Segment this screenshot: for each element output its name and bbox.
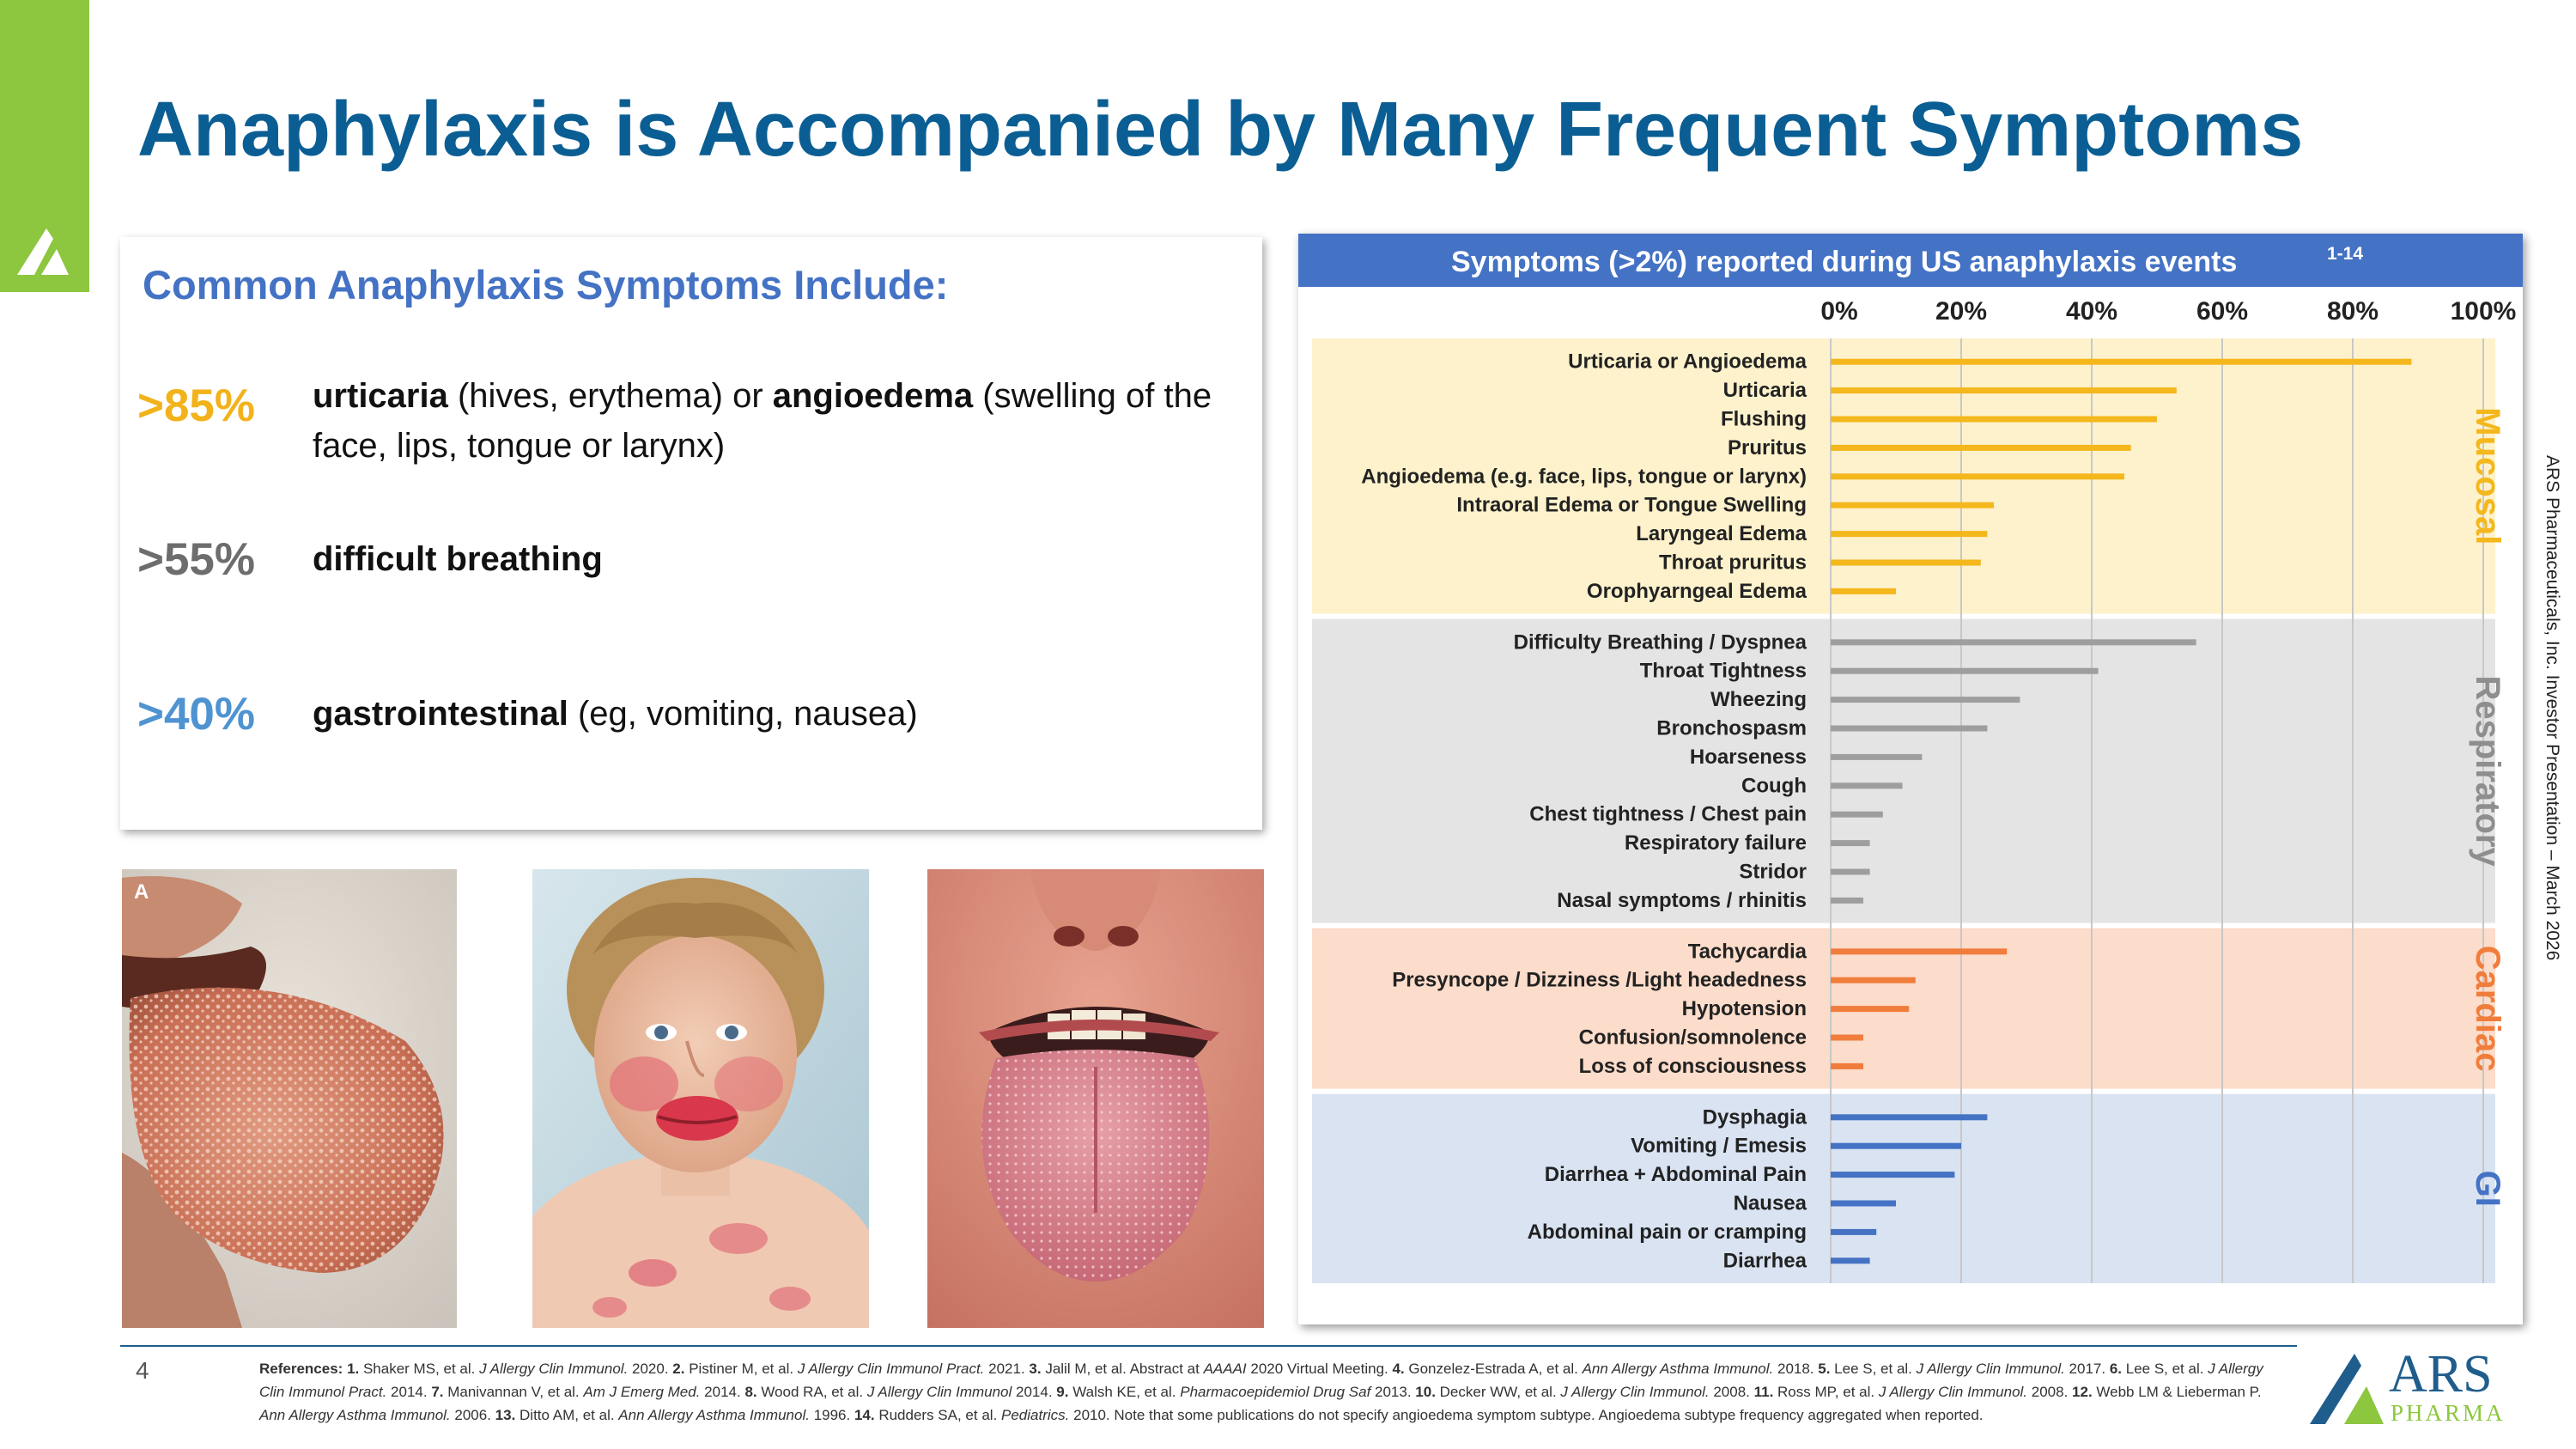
bar xyxy=(1831,1201,1896,1207)
photo-swollen-tongue xyxy=(927,869,1264,1328)
category-label: Stridor xyxy=(1739,860,1807,884)
category-label: Flushing xyxy=(1721,407,1807,431)
category-label: Respiratory failure xyxy=(1624,831,1807,855)
reference-item: 3. Jalil M, et al. Abstract at AAAAI 2020 Virtual Meeting. xyxy=(1029,1361,1393,1377)
category-label: Presyncope / Dizziness /Light headedness xyxy=(1392,968,1807,992)
photo-child-angioedema xyxy=(532,869,869,1328)
photo-label-a: A xyxy=(134,880,149,904)
bar xyxy=(1831,387,2177,393)
category-label: Diarrhea xyxy=(1722,1249,1807,1273)
brand-mark-icon xyxy=(15,225,76,278)
category-label: Throat Tightness xyxy=(1639,659,1807,683)
page-title: Anaphylaxis is Accompanied by Many Frequent Symptoms xyxy=(137,87,2304,173)
side-caption: ARS Pharmaceuticals, Inc. Investor Presentation – March 2026 xyxy=(2543,455,2562,961)
bar xyxy=(1831,502,1994,508)
ars-pharma-logo xyxy=(2310,1342,2516,1428)
group-band-gi xyxy=(1312,1094,2495,1283)
category-label: Urticaria xyxy=(1722,379,1807,403)
group-label-cardiac: Cardiac xyxy=(2469,945,2506,1072)
references-note: Note that some publications do not specify angioedema symptom subtype. Angioedema subtype frequency aggregated when reported. xyxy=(1114,1407,1984,1423)
bar xyxy=(1831,782,1903,788)
x-tick-label: 80% xyxy=(2326,297,2379,326)
reference-item: 1. Shaker MS, et al. J Allergy Clin Immunol. 2020. xyxy=(347,1361,673,1377)
bar xyxy=(1831,359,2411,365)
reference-item: 13. Ditto AM, et al. Ann Allergy Asthma Immunol. 1996. xyxy=(495,1407,854,1423)
bar xyxy=(1831,668,2099,674)
bar xyxy=(1831,417,2157,423)
group-label-respiratory: Respiratory xyxy=(2469,675,2506,867)
category-label: Cough xyxy=(1741,774,1807,798)
x-tick-label: 20% xyxy=(1935,297,1988,326)
reference-item: 7. Manivannan V, et al. Am J Emerg Med. 2014. xyxy=(431,1384,745,1400)
category-label: Dysphagia xyxy=(1702,1105,1807,1129)
chart-title-superscript: 1-14 xyxy=(2327,244,2364,264)
panel-heading: Common Anaphylaxis Symptoms Include: xyxy=(143,262,949,307)
symptom-text-urticaria: urticaria (hives, erythema) or angioedema (swelling of the face, lips, tongue or larynx) xyxy=(313,377,1212,465)
bar xyxy=(1831,1257,1870,1263)
group-band-respiratory xyxy=(1312,619,2495,923)
photo-tongue-closeup xyxy=(122,869,457,1328)
x-tick-label: 100% xyxy=(2450,297,2517,326)
reference-item: 8. Wood RA, et al. J Allergy Clin Immunol 2014. xyxy=(744,1384,1057,1400)
x-tick-label: 40% xyxy=(2065,297,2118,326)
bar xyxy=(1831,948,2007,954)
bar xyxy=(1831,812,1883,818)
symptoms-panel xyxy=(120,237,1262,830)
category-label: Urticaria or Angioedema xyxy=(1568,350,1807,374)
references-text xyxy=(259,1357,2286,1427)
x-tick-label: 60% xyxy=(2196,297,2249,326)
category-label: Nasal symptoms / rhinitis xyxy=(1557,888,1807,912)
category-label: Bronchospasm xyxy=(1656,716,1807,740)
category-label: Intraoral Edema or Tongue Swelling xyxy=(1456,493,1807,517)
reference-item: 4. Gonzelez-Estrada A, et al. Ann Allergy Asthma Immunol. 2018. xyxy=(1392,1361,1819,1377)
category-label: Vomiting / Emesis xyxy=(1631,1134,1807,1158)
category-label: Wheezing xyxy=(1710,688,1807,712)
footer-divider xyxy=(120,1345,2297,1347)
page-number: 4 xyxy=(136,1357,149,1384)
pct-gastrointestinal: >40% xyxy=(137,689,256,740)
reference-item: 6. Lee S, et al. J Allergy Clin Immunol Pract. 2014. xyxy=(259,1361,2263,1400)
bar xyxy=(1831,697,2020,703)
symptom-text-gastrointestinal: gastrointestinal (eg, vomiting, nausea) xyxy=(313,695,918,733)
bar xyxy=(1831,869,1870,875)
bar xyxy=(1831,1143,1961,1149)
category-label: Diarrhea + Abdominal Pain xyxy=(1544,1163,1807,1187)
reference-item: 10. Decker WW, et al. J Allergy Clin Immunol. 2008. xyxy=(1415,1384,1754,1400)
category-label: Hoarseness xyxy=(1689,745,1807,769)
category-label: Difficulty Breathing / Dyspnea xyxy=(1513,630,1807,654)
bar xyxy=(1831,726,1987,732)
reference-item: 11. Ross MP, et al. J Allergy Clin Immunol. 2008. xyxy=(1753,1384,2073,1400)
bar xyxy=(1831,1114,1987,1120)
symptom-text-breathing: difficult breathing xyxy=(313,540,603,578)
references-label: References: xyxy=(259,1361,348,1377)
group-label-mucosal: Mucosal xyxy=(2469,407,2506,545)
reference-item: 14. Rudders SA, et al. Pediatrics. 2010. xyxy=(854,1407,1115,1423)
bar xyxy=(1831,840,1870,846)
bar xyxy=(1831,1063,1863,1069)
brand-sidebar-strip xyxy=(0,0,89,292)
bar xyxy=(1831,588,1896,594)
category-label: Tachycardia xyxy=(1687,940,1807,964)
bar xyxy=(1831,639,2196,645)
bar xyxy=(1831,531,1987,537)
logo-line2: PHARMA xyxy=(2391,1400,2506,1426)
reference-item: 2. Pistiner M, et al. J Allergy Clin Immunol Pract. 2021. xyxy=(672,1361,1030,1377)
category-label: Abdominal pain or cramping xyxy=(1527,1220,1807,1244)
reference-item: 5. Lee S, et al. J Allergy Clin Immunol. 2017. xyxy=(1818,1361,2110,1377)
category-label: Throat pruritus xyxy=(1659,551,1807,575)
category-label: Nausea xyxy=(1733,1191,1807,1215)
category-label: Orophyarngeal Edema xyxy=(1586,579,1807,603)
bar xyxy=(1831,977,1916,983)
bar xyxy=(1831,754,1922,760)
category-label: Hypotension xyxy=(1681,997,1807,1021)
chart-title: Symptoms (>2%) reported during US anaphylaxis events xyxy=(1451,246,2238,278)
category-label: Pruritus xyxy=(1727,435,1807,460)
category-label: Angioedema (e.g. face, lips, tongue or larynx) xyxy=(1361,465,1807,489)
category-label: Loss of consciousness xyxy=(1578,1054,1807,1078)
bar xyxy=(1831,1035,1863,1041)
reference-item: 12. Webb LM & Lieberman P. Ann Allergy Asthma Immunol. 2006. xyxy=(259,1384,2262,1423)
bar xyxy=(1831,445,2131,451)
bar xyxy=(1831,1006,1909,1012)
pct-urticaria: >85% xyxy=(137,381,256,431)
group-label-gi: GI xyxy=(2469,1170,2506,1207)
symptom-frequency-chart xyxy=(1298,234,2523,1324)
pct-breathing: >55% xyxy=(137,534,256,585)
bar xyxy=(1831,560,1981,566)
category-label: Confusion/somnolence xyxy=(1578,1026,1807,1050)
category-label: Chest tightness / Chest pain xyxy=(1529,802,1807,826)
reference-item: 9. Walsh KE, et al. Pharmacoepidemiol Drug Saf 2013. xyxy=(1056,1384,1416,1400)
chart-svg xyxy=(1298,234,2523,1324)
bar xyxy=(1831,1229,1876,1235)
bar xyxy=(1831,898,1863,904)
category-label: Laryngeal Edema xyxy=(1636,522,1807,546)
x-tick-label: 0% xyxy=(1820,297,1858,326)
logo-line1: ARS xyxy=(2389,1345,2493,1403)
bar xyxy=(1831,473,2124,479)
bar xyxy=(1831,1172,1954,1178)
